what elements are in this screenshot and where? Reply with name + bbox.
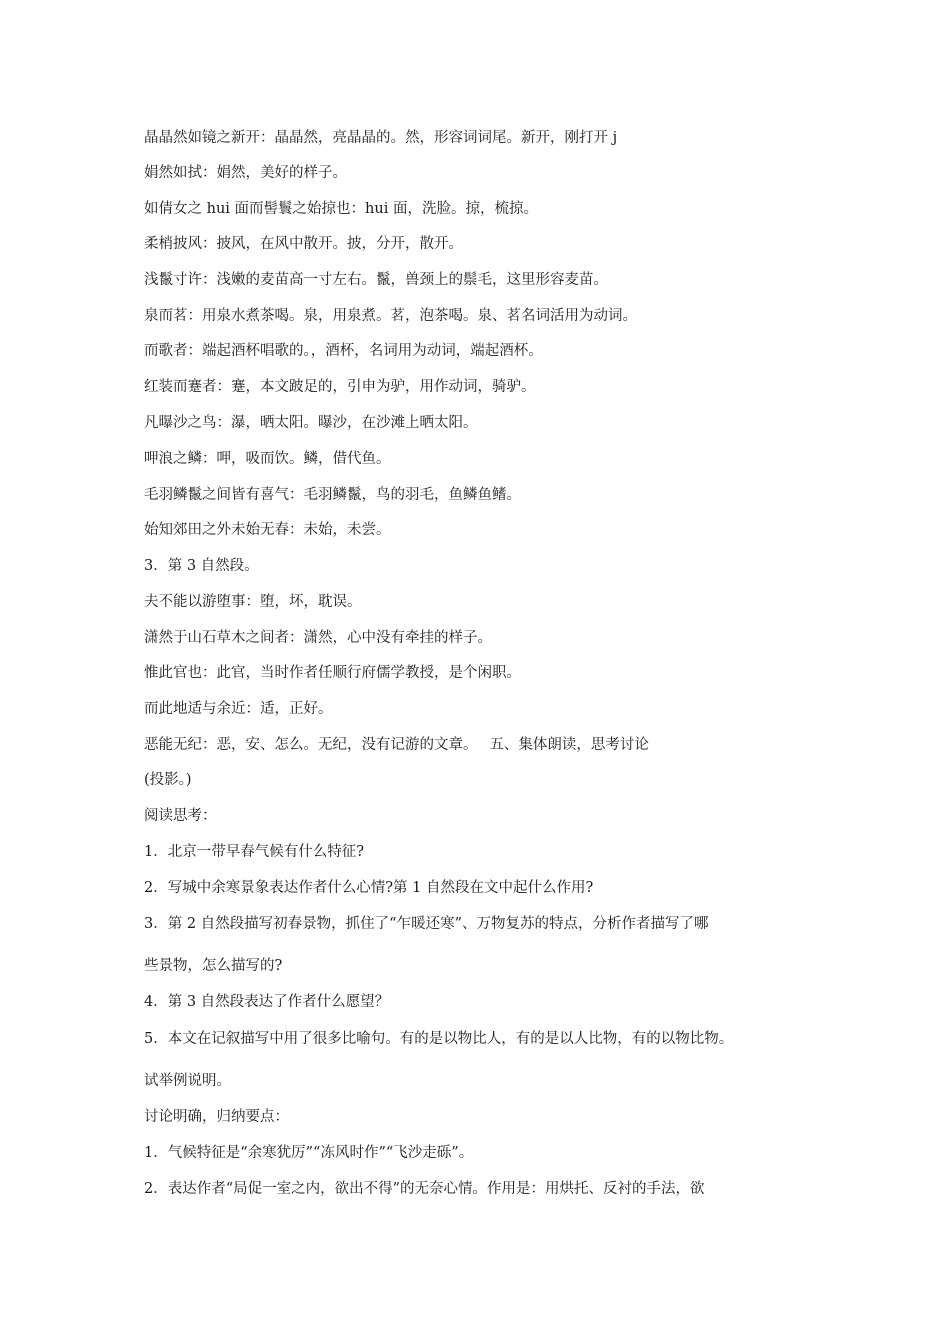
text-line: 毛羽鳞鬣之间皆有喜气：毛羽鳞鬣，鸟的羽毛，鱼鳞鱼鳍。 <box>144 487 521 503</box>
text-line: 娟然如拭：娟然，美好的样子。 <box>144 165 347 181</box>
text-line: 而歌者：端起酒杯唱歌的。，酒杯，名词用为动词，端起酒杯。 <box>144 343 543 359</box>
text-line: 晶晶然如镜之新开：晶晶然，亮晶晶的。然，形容词词尾。新开，刚打开 j <box>144 130 618 146</box>
text-line: 泉而茗：用泉水煮茶喝。泉，用泉煮。茗，泡茶喝。泉、茗名词活用为动词。 <box>144 308 637 324</box>
text-line: 红装而蹇者：蹇，本文跛足的，引申为驴，用作动词，骑驴。 <box>144 379 536 395</box>
text-line: 恶能无纪：恶，安、怎么。无纪，没有记游的文章。 五、集体朗读，思考讨论 <box>144 737 649 753</box>
question-item: 3．第 2 自然段描写初春景物，抓住了“乍暖还寒”、万物复苏的特点，分析作者描写了哪 <box>144 916 709 932</box>
text-line: 呷浪之鳞：呷，吸而饮。鳞，借代鱼。 <box>144 451 391 467</box>
text-line: 而此地适与余近：适，正好。 <box>144 701 333 717</box>
text-line: 柔梢披风：披风，在风中散开。披，分开，散开。 <box>144 236 463 252</box>
text-line: 讨论明确，归纳要点： <box>144 1109 289 1125</box>
question-item: 2．写城中余寒景象表达作者什么心情?第 1 自然段在文中起什么作用? <box>144 880 594 896</box>
text-line: 惟此官也：此官，当时作者任顺行府儒学教授，是个闲职。 <box>144 665 521 681</box>
section-heading: 3．第 3 自然段。 <box>144 558 259 574</box>
question-item: 4．第 3 自然段表达了作者什么愿望？ <box>144 994 390 1010</box>
text-line: 浅鬣寸许：浅嫩的麦苗高一寸左右。鬣，兽颈上的鬃毛，这里形容麦苗。 <box>144 272 608 288</box>
text-line: (投影。) <box>144 772 192 788</box>
answer-item: 2．表达作者“局促一室之内，欲出不得”的无奈心情。作用是：用烘托、反衬的手法，欲 <box>144 1181 705 1197</box>
answer-item: 1．气候特征是“余寒犹厉”“冻风时作”“飞沙走砾”。 <box>144 1145 474 1161</box>
text-line: 夫不能以游堕事：堕，坏，耽误。 <box>144 594 362 610</box>
question-item: 1．北京一带早春气候有什么特征? <box>144 844 364 860</box>
text-line: 始知郊田之外未始无春：未始，未尝。 <box>144 522 391 538</box>
text-line: 些景物，怎么描写的? <box>144 958 283 974</box>
text-line: 试举例说明。 <box>144 1073 231 1089</box>
text-line: 如倩女之 hui 面而髻鬟之始掠也：hui 面，洗脸。掠，梳掠。 <box>144 201 538 217</box>
question-item: 5．本文在记叙描写中用了很多比喻句。有的是以物比人，有的是以人比物，有的以物比物。 <box>144 1031 734 1047</box>
text-line: 潇然于山石草木之间者：潇然，心中没有牵挂的样子。 <box>144 630 492 646</box>
text-line: 阅读思考： <box>144 808 217 824</box>
text-line: 凡曝沙之鸟：瀑，晒太阳。曝沙，在沙滩上晒太阳。 <box>144 415 478 431</box>
